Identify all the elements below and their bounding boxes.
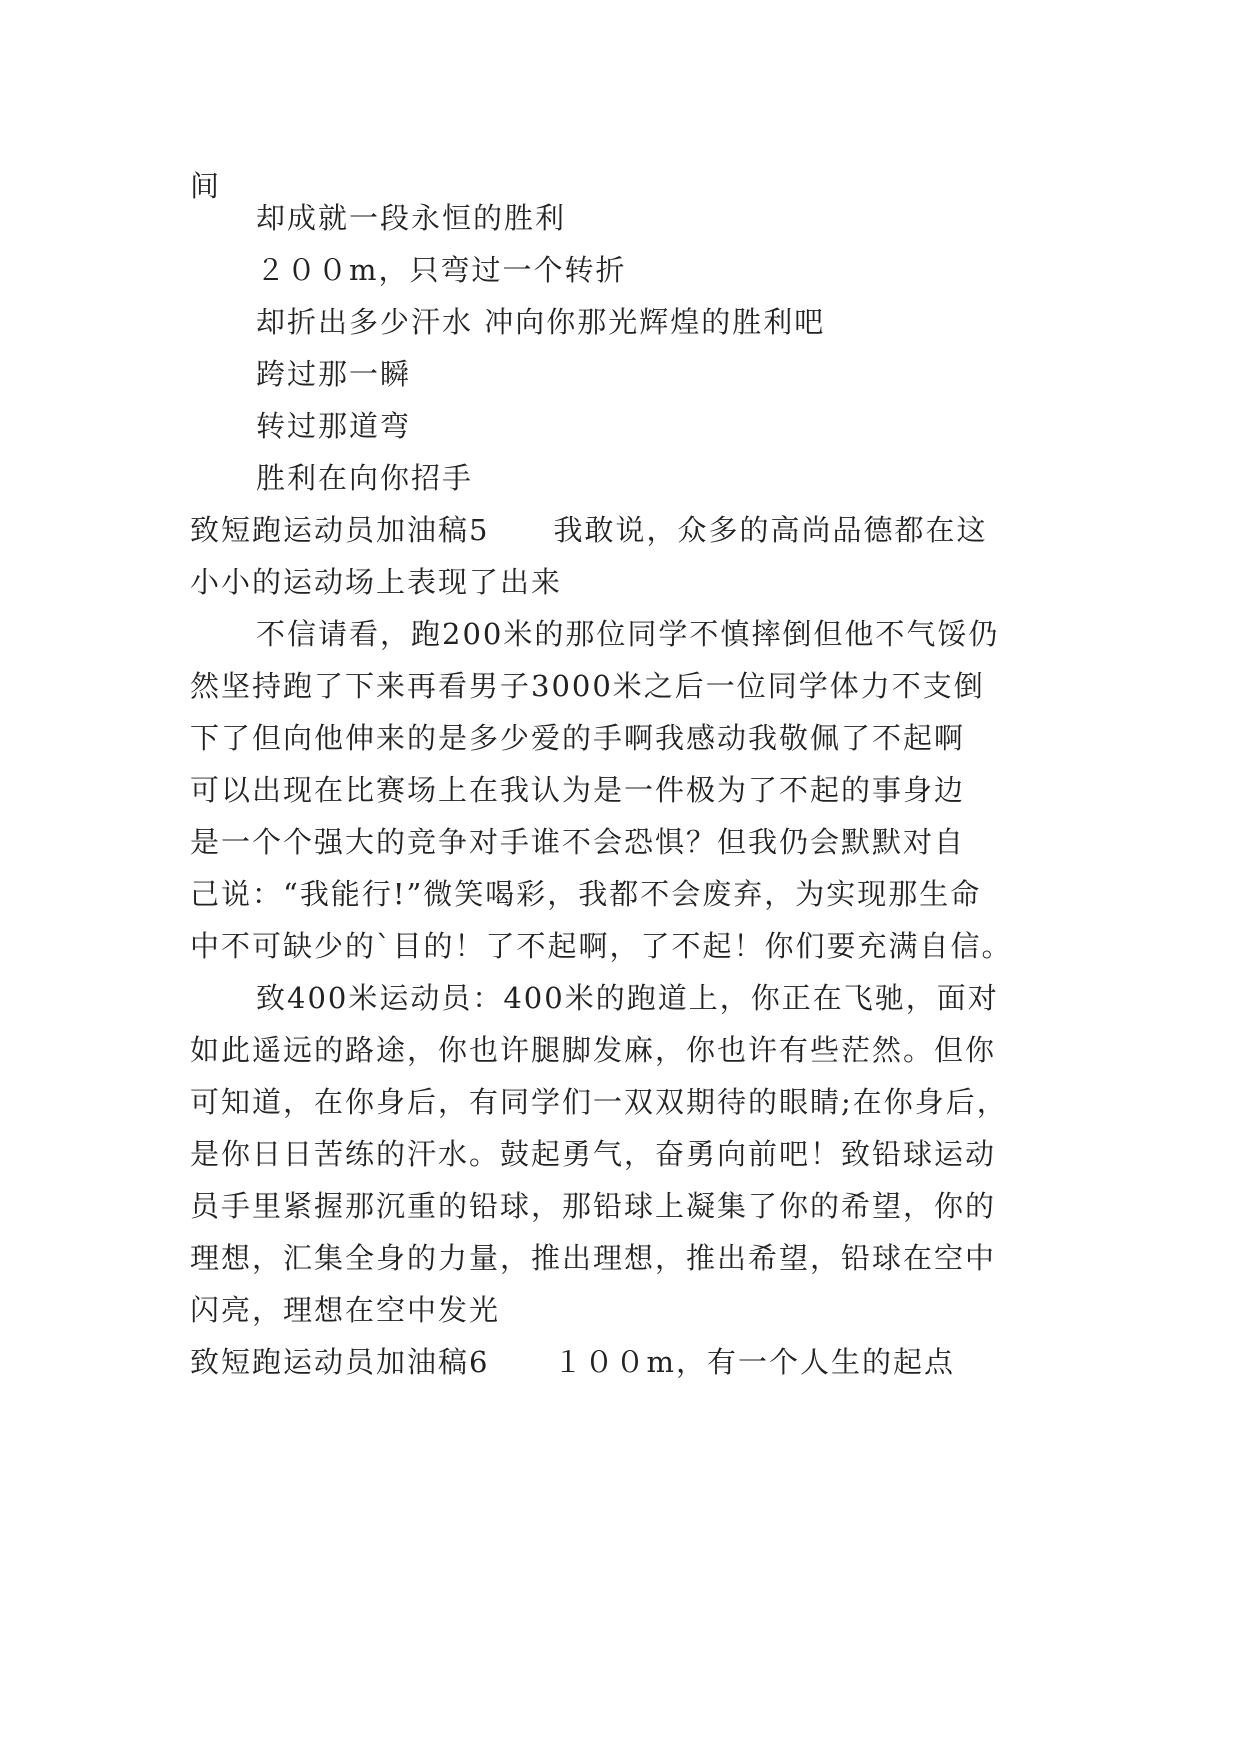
section-heading-line <box>190 510 1070 550</box>
poem-line: 却折出多少汗水 冲向你那光辉煌的胜利吧 <box>256 305 826 339</box>
section-first-text: １００m，有一个人生的起点 <box>553 1345 955 1379</box>
text-line: 小小的运动场上表现了出来 <box>190 565 563 599</box>
poem-line: ２００m，只弯过一个转折 <box>256 253 627 287</box>
poem-line: 转过那道弯 <box>256 409 412 443</box>
paragraph-line: 不信请看，跑200米的那位同学不慎摔倒但他不气馁仍 <box>256 617 1000 651</box>
poem-line: 胜利在向你招手 <box>256 461 474 495</box>
paragraph-line: 下了但向他伸来的是多少爱的手啊我感动我敬佩了不起啊 <box>190 721 966 755</box>
paragraph-line: 中不可缺少的`目的！了不起啊，了不起！你们要充满自信。 <box>190 929 1013 963</box>
paragraph-line: 如此遥远的路途，你也许腿脚发麻，你也许有些茫然。但你 <box>190 1033 997 1067</box>
paragraph-line: 可以出现在比赛场上在我认为是一件极为了不起的事身边 <box>190 773 966 807</box>
paragraph-line: 闪亮，理想在空中发光 <box>190 1293 501 1327</box>
poem-line: 跨过那一瞬 <box>256 357 412 391</box>
paragraph-line: 员手里紧握那沉重的铅球，那铅球上凝集了你的希望，你的 <box>190 1189 997 1223</box>
section-heading-line <box>190 1342 1070 1382</box>
section-title: 致短跑运动员加油稿6 <box>190 1345 490 1379</box>
paragraph-line: 致400米运动员：400米的跑道上，你正在飞驰，面对 <box>256 981 999 1015</box>
paragraph-line: 是一个个强大的竞争对手谁不会恐惧？但我仍会默默对自 <box>190 825 966 859</box>
section-first-text: 我敢说，众多的高尚品德都在这 <box>553 513 988 547</box>
text-line: 间 <box>190 169 222 203</box>
paragraph-line: 理想，汇集全身的力量，推出理想，推出希望，铅球在空中 <box>190 1241 997 1275</box>
poem-line: 却成就一段永恒的胜利 <box>256 201 567 235</box>
paragraph-line: 然坚持跑了下来再看男子3000米之后一位同学体力不支倒 <box>190 669 985 703</box>
section-title: 致短跑运动员加油稿5 <box>190 513 490 547</box>
paragraph-line: 是你日日苦练的汗水。鼓起勇气，奋勇向前吧！致铅球运动 <box>190 1137 997 1171</box>
paragraph-line: 可知道，在你身后，有同学们一双双期待的眼睛;在你身后， <box>190 1085 1008 1119</box>
paragraph-line: 己说：“我能行!”微笑喝彩，我都不会废弃，为实现那生命 <box>190 877 982 911</box>
